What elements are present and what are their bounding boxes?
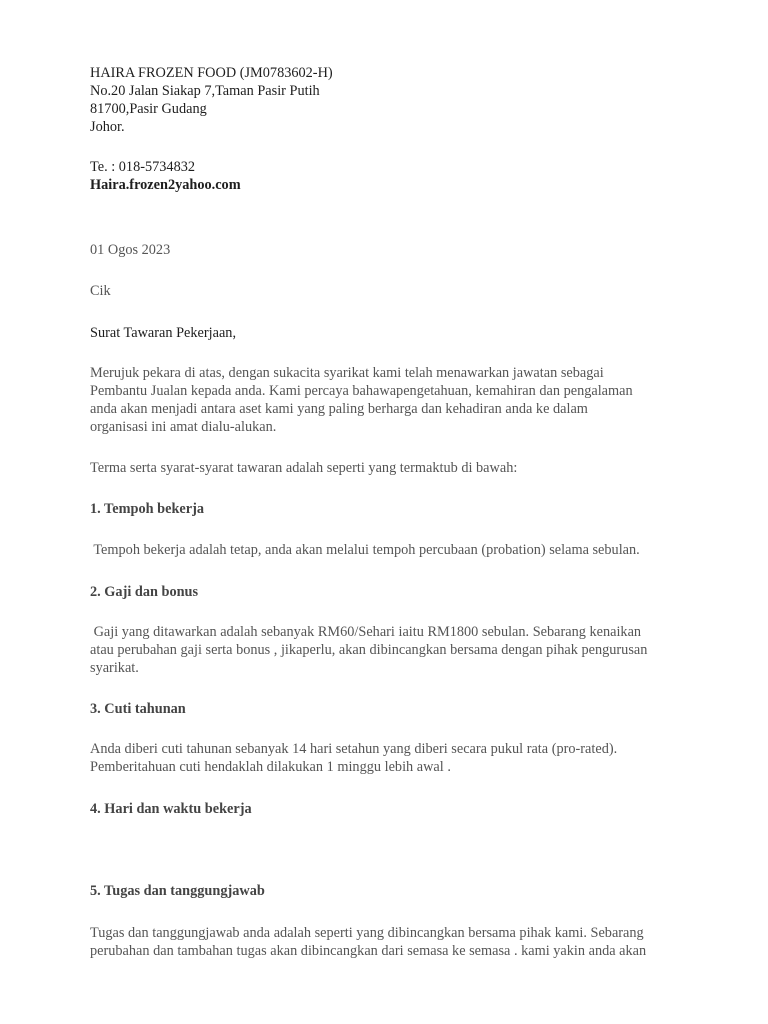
contact-block	[90, 158, 241, 194]
telephone: Te. : 018-5734832	[90, 159, 196, 175]
paragraph-line: Pembantu Jualan kepada anda. Kami percaya bahawapengetahuan, kemahiran dan pengalaman	[90, 383, 633, 399]
section-body	[90, 924, 646, 960]
paragraph-line: perubahan dan tambahan tugas akan dibincangkan dari semasa ke semasa . kami yakin anda akan	[90, 943, 647, 959]
section-heading: 4. Hari dan waktu bekerja	[90, 801, 252, 817]
paragraph-line: Gaji yang ditawarkan adalah sebanyak RM60/Sehari iaitu RM1800 sebulan. Sebarang kenaikan	[90, 624, 642, 640]
terms-intro: Terma serta syarat-syarat tawaran adalah seperti yang termaktub di bawah:	[90, 460, 518, 476]
paragraph-line: Merujuk pekara di atas, dengan sukacita syarikat kami telah menawarkan jawatan sebagai	[90, 365, 604, 381]
paragraph-line: Anda diberi cuti tahunan sebanyak 14 hari setahun yang diberi secara pukul rata (pro-rated).	[90, 741, 618, 757]
letterhead	[90, 64, 333, 136]
recipient: Cik	[90, 283, 111, 299]
letter-subject: Surat Tawaran Pekerjaan,	[90, 325, 237, 341]
paragraph-line: syarikat.	[90, 660, 139, 676]
section-heading: 2. Gaji dan bonus	[90, 584, 199, 600]
paragraph-line: Tempoh bekerja adalah tetap, anda akan melalui tempoh percubaan (probation) selama sebulan.	[90, 542, 640, 558]
section-heading: 1. Tempoh bekerja	[90, 501, 204, 517]
company-name: HAIRA FROZEN FOOD (JM0783602-H)	[90, 65, 333, 81]
email: Haira.frozen2yahoo.com	[90, 177, 241, 193]
section-body	[90, 623, 647, 677]
paragraph-line: Pemberitahuan cuti hendaklah dilakukan 1 minggu lebih awal .	[90, 759, 451, 775]
paragraph-line: atau perubahan gaji serta bonus , jikaperlu, akan dibincangkan bersama dengan pihak pengurusan	[90, 642, 648, 658]
section-body	[90, 541, 640, 559]
paragraph-line: anda akan menjadi antara aset kami yang paling berharga dan kehadiran anda ke dalam	[90, 401, 588, 417]
address-line: No.20 Jalan Siakap 7,Taman Pasir Putih	[90, 83, 320, 99]
intro-paragraph	[90, 364, 633, 436]
paragraph-line: Tugas dan tanggungjawab anda adalah seperti yang dibincangkan bersama pihak kami. Sebarang	[90, 925, 644, 941]
section-heading: 5. Tugas dan tanggungjawab	[90, 883, 265, 899]
address-line: Johor.	[90, 119, 125, 135]
letter-date: 01 Ogos 2023	[90, 242, 171, 258]
paragraph-line: organisasi ini amat dialu-alukan.	[90, 419, 277, 435]
section-body	[90, 740, 617, 776]
section-heading: 3. Cuti tahunan	[90, 701, 186, 717]
address-line: 81700,Pasir Gudang	[90, 101, 207, 117]
